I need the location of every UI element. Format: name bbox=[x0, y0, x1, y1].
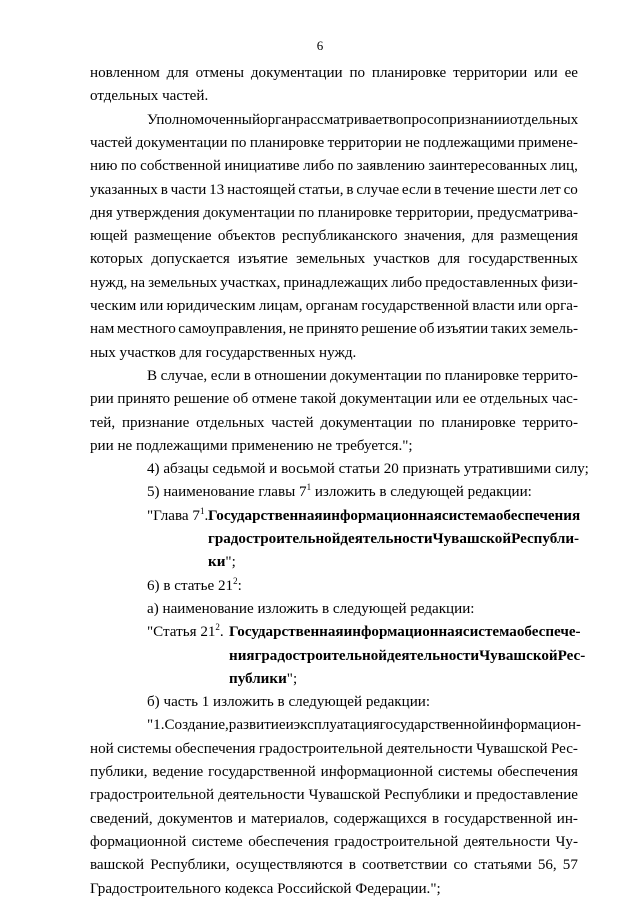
chapter-title-line: градостроительной деятельности Чувашской Республи- bbox=[208, 531, 580, 547]
text-line: рии не подлежащими применению не требуется."; bbox=[90, 437, 413, 454]
text-line: Градостроительного кодекса Российской Федерации."; bbox=[90, 880, 441, 897]
text-line: ческим или юридическим лицам, органам государственной власти или орга- bbox=[90, 298, 578, 314]
superscript: 2 bbox=[233, 575, 238, 586]
item-6-tail: : bbox=[237, 577, 242, 594]
chapter-title-line: Государственная информационная система обеспечения bbox=[208, 507, 581, 524]
text-line: 4) абзацы седьмой и восьмой статьи 20 признать утратившими силу; bbox=[147, 461, 589, 478]
chapter-heading-line bbox=[147, 507, 208, 525]
text-line: указанных в части 13 настоящей статьи, в случае если в течение шести лет со bbox=[90, 181, 578, 198]
chapter-title-end bbox=[208, 553, 236, 571]
superscript: 2 bbox=[215, 622, 220, 633]
article-heading-line bbox=[147, 623, 224, 641]
item-5-text: 5) наименование главы 7 bbox=[147, 484, 307, 501]
text-line: рии принято решение об отмене такой документации или ее отдельных час- bbox=[90, 391, 578, 408]
item-6b-line: б) часть 1 изложить в следующей редакции: bbox=[147, 694, 431, 711]
item-5-tail: изложить в следующей редакции: bbox=[311, 484, 532, 501]
item-5-line bbox=[147, 483, 532, 501]
text-line: нужд, на земельных участках, принадлежащих либо предоставленных физи- bbox=[90, 274, 578, 291]
text-line: отдельных частей. bbox=[90, 88, 209, 105]
item-6a-line: а) наименование изложить в следующей редакции: bbox=[147, 600, 475, 617]
text-line: частей документации по планировке территории не подлежащими примене- bbox=[90, 134, 578, 151]
text-line: ющей размещение объектов республиканского значения, для размещения bbox=[90, 228, 578, 245]
text-line: дня утверждения документации по планировке территории, предусматрива- bbox=[90, 204, 578, 221]
chapter-tail: "; bbox=[225, 554, 236, 571]
text-line: Уполномоченный орган рассматривает вопрос о признании отдельных bbox=[147, 111, 579, 128]
article-title-line: публики bbox=[229, 670, 287, 687]
chapter-dot: . bbox=[204, 507, 209, 524]
text-line: сведений, документов и материалов, содержащихся в государственной ин- bbox=[90, 810, 578, 827]
text-line: ной системы обеспечения градостроительной деятельности Чувашской Рес- bbox=[90, 740, 578, 757]
article-title-line: ния градостроительной деятельности Чувашской Рес- bbox=[229, 647, 586, 664]
chapter-prefix: "Глава 7 bbox=[147, 507, 200, 524]
article-title-line: Государственная информационная система обеспече- bbox=[229, 624, 581, 641]
text-line: тей, признание отдельных частей документации по планировке террито- bbox=[90, 414, 578, 431]
superscript: 1 bbox=[306, 482, 312, 493]
text-line: вашской Республики, осуществляются в соответствии со статьями 56, 57 bbox=[90, 857, 578, 874]
text-line: ных участков для государственных нужд. bbox=[90, 344, 357, 361]
article-title-end bbox=[229, 670, 297, 688]
superscript: 1 bbox=[199, 505, 205, 516]
text-line: нам местного самоуправления, не принято решение об изъятии таких земель- bbox=[90, 321, 578, 338]
text-line: нию по собственной инициативе либо по заявлению заинтересованных лиц, bbox=[90, 158, 578, 175]
item-6-line bbox=[147, 577, 242, 595]
text-line: формационной системе обеспечения градостроительной деятельности Чу- bbox=[90, 833, 578, 850]
article-prefix: "Статья 21 bbox=[147, 624, 216, 641]
text-line: В случае, если в отношении документации по планировке террито- bbox=[147, 367, 578, 384]
chapter-title-line: ки bbox=[208, 554, 226, 571]
text-line: новленном для отмены документации по планировке территории или ее bbox=[90, 65, 578, 81]
article-dot: . bbox=[219, 624, 224, 641]
article-tail: "; bbox=[286, 670, 298, 687]
item-6-text: 6) в статье 21 bbox=[147, 577, 234, 594]
text-line: которых допускается изъятие земельных участков для государственных bbox=[90, 251, 578, 268]
text-line: градостроительной деятельности Чувашской Республики и предоставление bbox=[90, 787, 578, 804]
page-number: 6 bbox=[316, 38, 324, 53]
text-line: публики, ведение государственной информационной системы обеспечения bbox=[90, 764, 578, 780]
text-line: "1. Создание, развитие и эксплуатация государственной информацион- bbox=[147, 717, 581, 734]
